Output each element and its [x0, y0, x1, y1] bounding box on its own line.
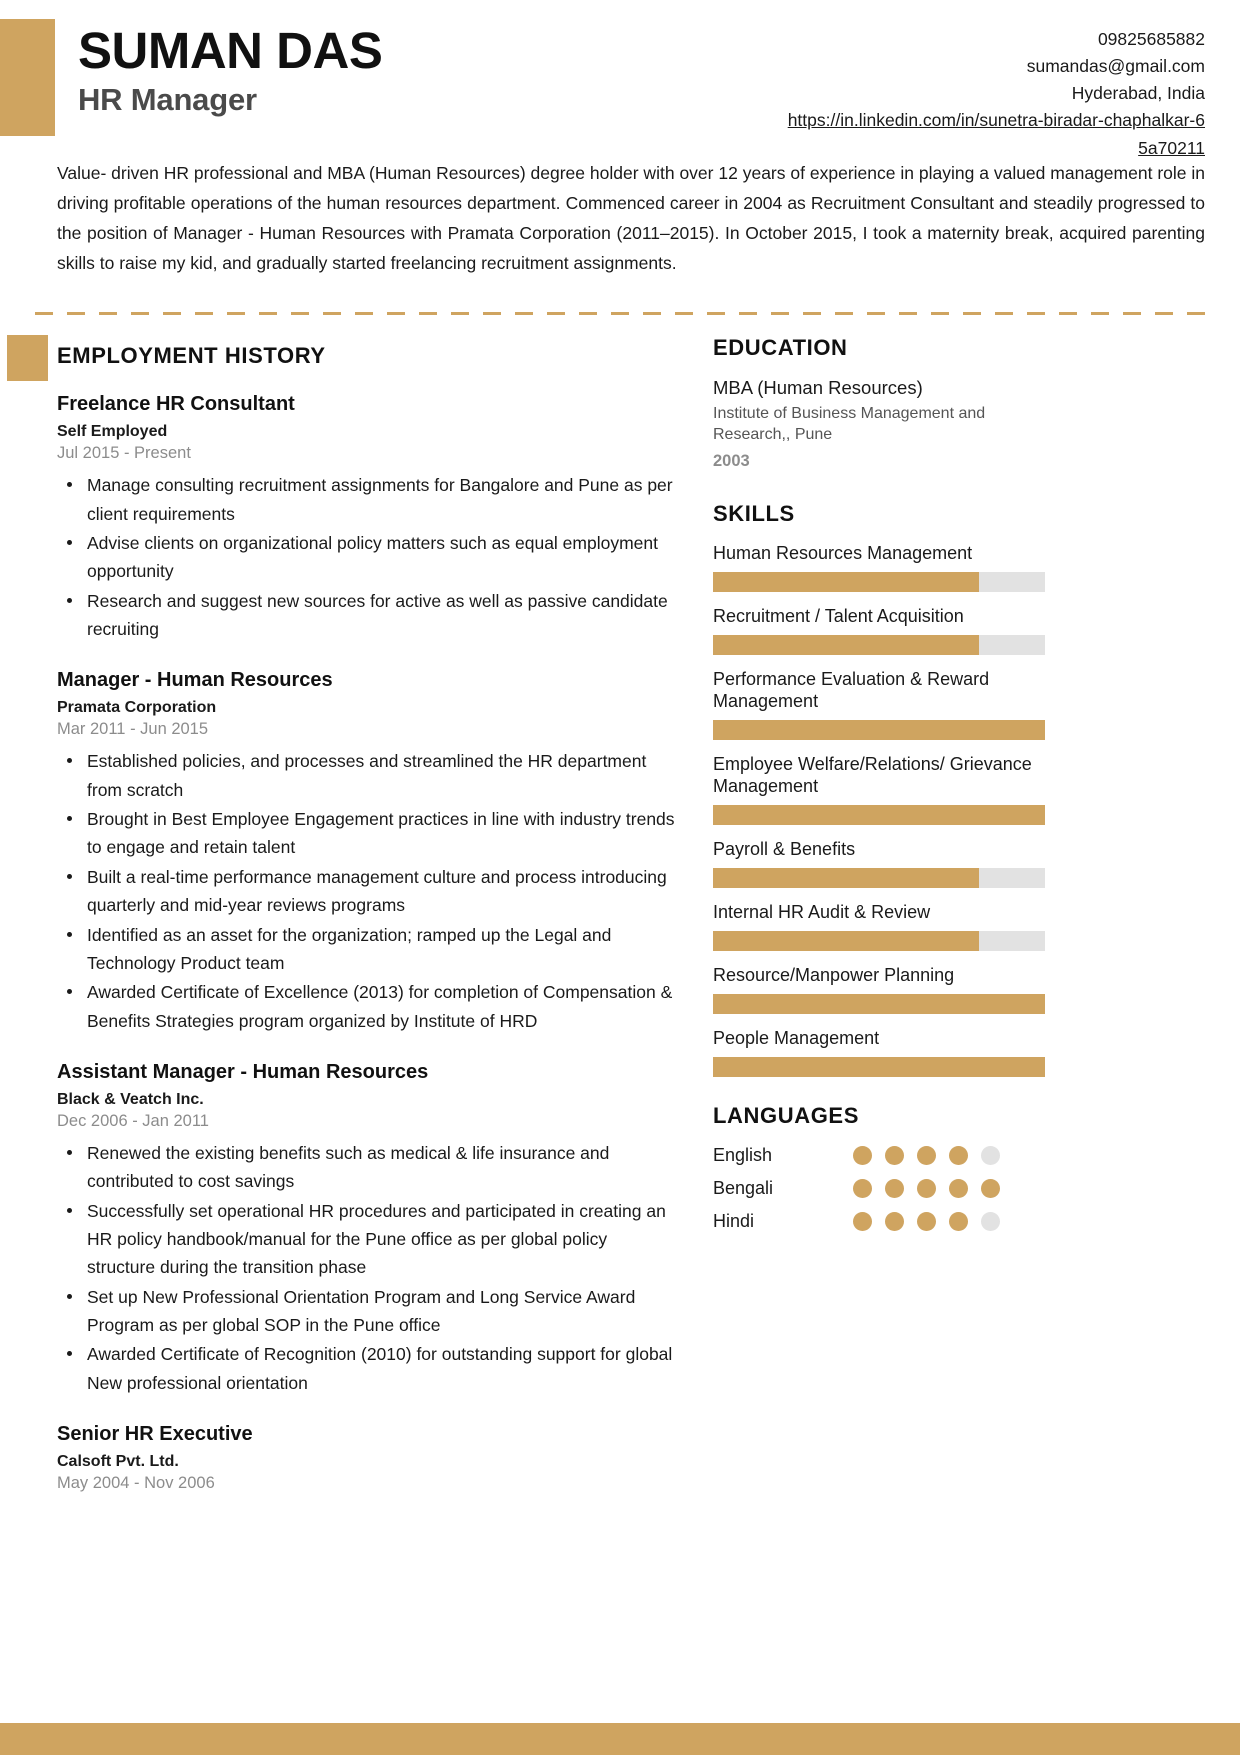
language-item: [713, 1145, 1045, 1166]
skill-item: [713, 669, 1045, 740]
contact-phone: 09825685882: [1097, 29, 1205, 49]
employment-role: Freelance HR Consultant: [57, 393, 295, 416]
employment-role: Assistant Manager - Human Resources: [57, 1060, 429, 1083]
language-level-dots: [853, 1179, 1000, 1198]
skill-level-track: [713, 868, 1045, 888]
skills-section-title: SKILLS: [713, 500, 795, 526]
employment-bullet: Built a real-time performance management culture and process introducing quarterly and mid-year reviews programs: [57, 863, 680, 920]
employment-dates: May 2004 - Nov 2006: [57, 1473, 215, 1492]
skills-section: [713, 501, 1045, 1077]
employment-section-title: EMPLOYMENT HISTORY: [57, 343, 326, 369]
education-degree: MBA (Human Resources): [713, 377, 923, 399]
skill-item: [713, 543, 1045, 592]
education-section-title: EDUCATION: [713, 335, 848, 361]
employment-entry: [57, 1423, 680, 1493]
employment-bullet: Set up New Professional Orientation Program and Long Service Award Program as per global SOP in the Pune office: [57, 1283, 680, 1340]
language-dot-filled: [853, 1212, 872, 1231]
skill-name: Resource/Manpower Planning: [713, 964, 955, 985]
employment-list: [0, 393, 705, 1493]
employment-accent-square: [7, 335, 48, 381]
employment-company: Self Employed: [57, 423, 168, 441]
skill-item: [713, 754, 1045, 825]
contact-location: Hyderabad, India: [1071, 83, 1205, 104]
employment-dates: Jul 2015 - Present: [57, 444, 191, 463]
languages-section-title: LANGUAGES: [713, 1102, 859, 1128]
employment-bullet: Manage consulting recruitment assignments for Bangalore and Pune as per client requirements: [57, 471, 680, 528]
header-accent-block: [0, 19, 55, 136]
language-item: [713, 1178, 1045, 1199]
skill-name: Internal HR Audit & Review: [713, 901, 931, 922]
skill-level-track: [713, 1057, 1045, 1077]
language-level-dots: [853, 1212, 1000, 1231]
language-dot-empty: [981, 1212, 1000, 1231]
languages-list: [713, 1145, 1045, 1232]
employment-bullet-list: [57, 471, 680, 643]
skill-level-fill: [713, 931, 979, 951]
skill-item: [713, 1028, 1045, 1077]
language-dot-filled: [917, 1146, 936, 1165]
skill-level-fill: [713, 1057, 1045, 1077]
skill-name: People Management: [713, 1027, 880, 1048]
skill-name: Human Resources Management: [713, 542, 973, 563]
employment-entry: [57, 1061, 680, 1397]
language-item: [713, 1211, 1045, 1232]
employment-entry: [57, 669, 680, 1034]
section-divider: [35, 312, 1205, 315]
employment-bullet: Renewed the existing benefits such as medical & life insurance and contributed to cost savings: [57, 1139, 680, 1196]
footer-accent-bar: [0, 1723, 1240, 1755]
skill-level-track: [713, 635, 1045, 655]
skill-name: Performance Evaluation & Reward Management: [713, 668, 990, 711]
language-dot-filled: [949, 1212, 968, 1231]
employment-role: Senior HR Executive: [57, 1422, 253, 1445]
language-dot-filled: [949, 1179, 968, 1198]
language-name: Bengali: [713, 1177, 774, 1198]
employment-bullet-list: [57, 1139, 680, 1397]
language-dot-filled: [949, 1146, 968, 1165]
education-entry: [713, 377, 1045, 471]
language-dot-filled: [981, 1179, 1000, 1198]
skill-level-fill: [713, 635, 979, 655]
education-section: [713, 335, 1045, 471]
employment-bullet: Successfully set operational HR procedures and participated in creating an HR policy handbook/manual for the Pune office as per global policy structure during the transition phase: [57, 1197, 680, 1282]
skill-level-fill: [713, 805, 1045, 825]
language-dot-filled: [885, 1179, 904, 1198]
employment-bullet: Brought in Best Employee Engagement practices in line with industry trends to engage and retain talent: [57, 805, 680, 862]
skill-level-track: [713, 994, 1045, 1014]
skill-item: [713, 606, 1045, 655]
education-school: Institute of Business Management and Research,, Pune: [713, 405, 986, 444]
employment-bullet: Advise clients on organizational policy matters such as equal employment opportunity: [57, 529, 680, 586]
language-dot-empty: [981, 1146, 1000, 1165]
employment-dates: Dec 2006 - Jan 2011: [57, 1111, 209, 1130]
left-column: [0, 335, 705, 1519]
skill-level-fill: [713, 868, 979, 888]
contact-linkedin-link[interactable]: https://in.linkedin.com/in/sunetra-biradar-chaphalkar-65a70211: [787, 110, 1205, 158]
language-name: English: [713, 1144, 773, 1165]
skill-level-track: [713, 931, 1045, 951]
language-dot-filled: [917, 1179, 936, 1198]
skill-level-fill: [713, 994, 1045, 1014]
education-list: [713, 377, 1045, 471]
skill-item: [713, 965, 1045, 1014]
employment-role: Manager - Human Resources: [57, 669, 333, 692]
candidate-job-title: HR Manager: [78, 81, 257, 117]
skill-item: [713, 839, 1045, 888]
skill-item: [713, 902, 1045, 951]
right-column: [705, 335, 1240, 1519]
language-dot-filled: [853, 1146, 872, 1165]
language-level-dots: [853, 1146, 1000, 1165]
skill-level-fill: [713, 720, 1045, 740]
employment-section-header: [0, 335, 705, 381]
employment-bullet: Research and suggest new sources for active as well as passive candidate recruiting: [57, 587, 680, 644]
employment-bullet: Identified as an asset for the organization; ramped up the Legal and Technology Product team: [57, 921, 680, 978]
body-columns: [0, 335, 1240, 1519]
employment-bullet: Awarded Certificate of Recognition (2010) for outstanding support for global New professional orientation: [57, 1340, 680, 1397]
language-dot-filled: [885, 1212, 904, 1231]
employment-company: Pramata Corporation: [57, 699, 217, 717]
language-dot-filled: [885, 1146, 904, 1165]
skills-list: [713, 543, 1045, 1077]
language-dot-filled: [853, 1179, 872, 1198]
candidate-name: SUMAN DAS: [78, 22, 383, 79]
contact-block: [785, 22, 1205, 162]
skill-level-track: [713, 572, 1045, 592]
languages-section: [713, 1103, 1045, 1232]
employment-dates: Mar 2011 - Jun 2015: [57, 720, 209, 739]
employment-bullet: Awarded Certificate of Excellence (2013) for completion of Compensation & Benefits Strategies program organized by Institute of HRD: [57, 978, 680, 1035]
resume-header: [0, 0, 1240, 158]
professional-summary: Value- driven HR professional and MBA (Human Resources) degree holder with over 12 years of experience in playing a valued management role in driving profitable operations of the human resources department. Commenced career in 2004 as Recruitment Consultant and steadily progressed to the position of Manager - Human Resources with Pramata Corporation (2011–2015). In October 2015, I took a maternity break, acquired parenting skills to raise my kid, and gradually started freelancing recruitment assignments.: [57, 163, 1205, 274]
language-name: Hindi: [713, 1210, 755, 1231]
education-year: 2003: [713, 451, 750, 470]
employment-company: Calsoft Pvt. Ltd.: [57, 1452, 179, 1470]
contact-email: sumandas@gmail.com: [1026, 56, 1205, 77]
employment-bullet: Established policies, and processes and streamlined the HR department from scratch: [57, 747, 680, 804]
skill-name: Recruitment / Talent Acquisition: [713, 605, 964, 626]
employment-entry: [57, 393, 680, 643]
skill-level-track: [713, 805, 1045, 825]
skill-level-fill: [713, 572, 979, 592]
language-dot-filled: [917, 1212, 936, 1231]
skill-name: Employee Welfare/Relations/ Grievance Management: [713, 753, 1032, 796]
name-block: [78, 22, 382, 118]
skill-name: Payroll & Benefits: [713, 838, 856, 859]
employment-company: Black & Veatch Inc.: [57, 1090, 204, 1108]
employment-bullet-list: [57, 747, 680, 1034]
skill-level-track: [713, 720, 1045, 740]
